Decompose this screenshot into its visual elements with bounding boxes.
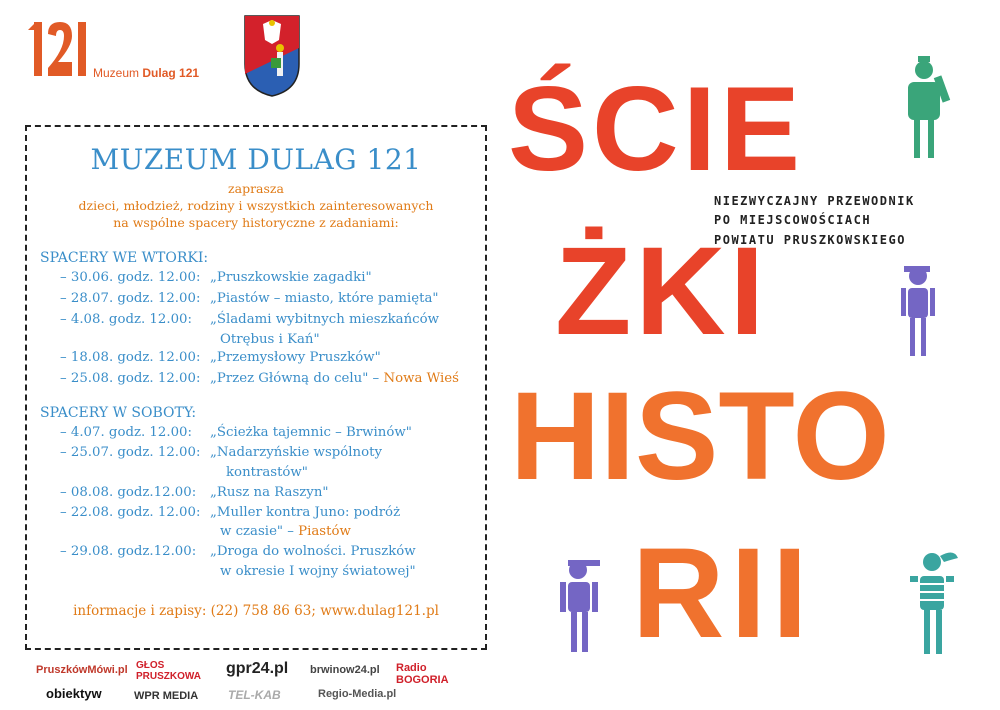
list-item: – 29.08. godz.12.00: „Droga do wolności. Pruszków	[60, 544, 416, 559]
invitation-subtitle-1: zaprasza	[228, 181, 284, 196]
poster-title-row-1: ŚCIE	[508, 62, 805, 196]
list-item: – 25.08. godz. 12.00: „Przez Główną do celu" – Nowa Wieś	[60, 371, 459, 386]
sponsor-gpr24: gpr24.pl	[226, 660, 289, 677]
purple-figure-icon	[898, 262, 938, 362]
coat-of-arms-icon	[243, 14, 301, 98]
sponsor-pruszkow-mowi: PruszkówMówi.pl	[36, 664, 128, 676]
saturday-heading: SPACERY W SOBOTY:	[40, 405, 197, 421]
poster-title-row-3: HISTO	[510, 367, 890, 506]
tuesday-heading: SPACERY WE WTORKI:	[40, 250, 209, 266]
list-item-continuation: kontrastów"	[226, 465, 308, 480]
girl-figure-icon	[904, 548, 964, 660]
sponsor-regio-media: Regio-Media.pl	[318, 688, 397, 700]
poster-tagline-1: NIEZWYCZAJNY PRZEWODNIK	[714, 194, 915, 208]
sponsor-tel-kab: TEL-KAB	[228, 688, 281, 702]
list-item: – 08.08. godz.12.00: „Rusz na Raszyn"	[60, 485, 329, 500]
green-figure-icon	[898, 56, 962, 176]
list-item: – 18.08. godz. 12.00: „Przemysłowy Pruszków"	[60, 350, 381, 365]
sponsor-wpr-media: WPR MEDIA	[134, 690, 199, 702]
list-item: – 4.08. godz. 12.00: „Śladami wybitnych mieszkańców	[60, 312, 439, 327]
muzeum-logo-icon	[28, 22, 88, 76]
sponsor-radio-bogoria: Radio BOGORIA	[396, 662, 449, 686]
poster-title-row-2: ŻKI	[555, 222, 769, 361]
muzeum-logo-text: Muzeum Dulag 121	[93, 66, 200, 80]
purple-boy-figure-icon	[556, 556, 606, 656]
list-item: – 28.07. godz. 12.00: „Piastów – miasto, które pamięta"	[60, 291, 439, 306]
sponsor-obiektyw: obiektyw	[46, 686, 102, 701]
list-item-continuation: w czasie" – Piastów	[220, 524, 351, 539]
sponsor-glos-pruszkowa: GŁOS PRUSZKOWA	[136, 660, 201, 682]
list-item: – 4.07. godz. 12.00: „Ścieżka tajemnic – Brwinów"	[60, 425, 412, 440]
list-item: – 25.07. godz. 12.00: „Nadarzyńskie wspólnoty	[60, 445, 382, 460]
list-item-continuation: w okresie I wojny światowej"	[220, 564, 416, 579]
poster-tagline-2: PO MIEJSCOWOŚCIACH	[714, 213, 872, 227]
invitation-subtitle-2: dzieci, młodzież, rodziny i wszystkich zainteresowanych	[78, 198, 434, 213]
invitation-title: MUZEUM DULAG 121	[90, 143, 422, 176]
invitation-subtitle-3: na wspólne spacery historyczne z zadaniami:	[113, 215, 399, 230]
list-item-continuation: Otrębus i Kań"	[220, 332, 320, 347]
contact-info: informacje i zapisy: (22) 758 86 63; www.dulag121.pl	[73, 603, 439, 619]
list-item: – 30.06. godz. 12.00: „Pruszkowskie zagadki"	[60, 270, 372, 285]
poster-title-row-4: RII	[632, 522, 814, 665]
poster-tagline-3: POWIATU PRUSZKOWSKIEGO	[714, 233, 906, 247]
list-item: – 22.08. godz. 12.00: „Muller kontra Juno: podróż	[60, 505, 401, 520]
sponsor-brwinow24: brwinow24.pl	[310, 664, 380, 676]
